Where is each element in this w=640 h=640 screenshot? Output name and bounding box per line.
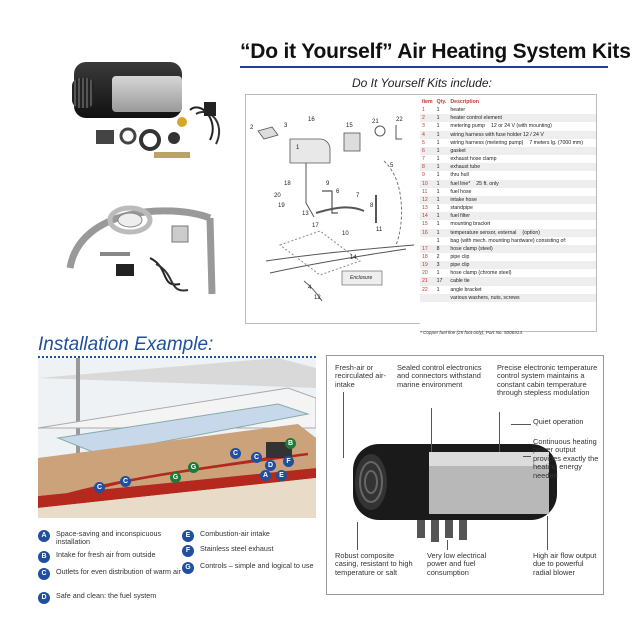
item-description <box>448 188 596 196</box>
description-header: Description <box>450 99 479 105</box>
item-number: 7 <box>422 156 425 163</box>
item-description <box>448 147 596 155</box>
table-row <box>420 269 596 277</box>
item-description <box>448 229 596 237</box>
item-number: 18 <box>422 253 428 260</box>
legend-key: B <box>38 551 50 563</box>
legend-text: Intake for fresh air from outside <box>56 550 156 559</box>
legend-key: E <box>182 530 194 542</box>
item-number: 9 <box>422 172 425 179</box>
diagram-label: 18 <box>284 181 291 187</box>
item-qty: 1 <box>436 270 440 277</box>
description-text: temperature sensor, external <box>450 229 517 236</box>
item-number: 10 <box>420 180 435 188</box>
parts-table <box>420 94 597 332</box>
table-row <box>420 180 596 188</box>
diagram-label: 7 <box>356 193 360 199</box>
description-text: thru hull <box>450 172 469 179</box>
marker-g: G <box>188 462 199 473</box>
marker-f: F <box>283 456 294 467</box>
table-row <box>420 277 596 285</box>
description-text: wiring harness with fuse holder 12 / 24 V <box>450 131 544 138</box>
note-fresh-air: Fresh-air or recirculated air-intake <box>335 363 386 389</box>
item-qty: 1 <box>435 229 449 237</box>
title-rule <box>240 66 608 68</box>
table-row <box>420 204 596 212</box>
item-description <box>448 180 596 188</box>
item-description <box>448 286 596 294</box>
item-qty <box>435 294 449 302</box>
description-extra: 25 ft. only <box>476 180 499 187</box>
description-text: wiring harness (metering pump) <box>450 139 524 146</box>
item-description <box>448 212 596 220</box>
item-description <box>448 277 596 285</box>
legend-key: G <box>182 562 194 574</box>
description-text: hose clamp (chrome steel) <box>450 270 512 277</box>
legend-item-f <box>182 545 322 559</box>
table-row <box>420 294 596 302</box>
item-description <box>448 253 596 261</box>
table-row <box>420 131 596 139</box>
item-qty: 1 <box>435 180 449 188</box>
item-description <box>448 106 596 114</box>
legend-text: Safe and clean: the fuel system <box>56 591 157 600</box>
diagram-label: 4 <box>308 285 312 291</box>
note-high-air: High air flow output due to powerful radial blower <box>533 551 597 577</box>
ducting-kit-photo <box>60 198 230 308</box>
table-row <box>420 245 596 253</box>
diagram-label: 16 <box>308 117 315 123</box>
item-qty: 1 <box>436 237 440 244</box>
diagram-label: 21 <box>372 119 379 125</box>
item-qty: 1 <box>436 205 440 212</box>
item-header: Item <box>422 99 433 105</box>
item-number: 22 <box>422 286 428 293</box>
item-qty: 1 <box>436 221 440 228</box>
item-qty: 1 <box>436 123 440 130</box>
description-text: standpipe <box>450 205 473 212</box>
description-extra: 7 meters lg. (7000 mm) <box>529 139 583 146</box>
leader-line <box>357 522 358 550</box>
diagram-label: 3 <box>284 123 288 129</box>
diagram-label: 13 <box>302 211 309 217</box>
kit-parts-image <box>70 100 230 170</box>
description-text: intake hose <box>450 196 477 203</box>
item-qty: 17 <box>435 277 449 285</box>
diagram-label: 12 <box>314 295 321 301</box>
diagram-label: 1 <box>296 145 300 151</box>
legend-key: C <box>38 568 50 580</box>
heater-features-panel <box>326 355 604 595</box>
description-extra: (option) <box>522 229 540 236</box>
item-number: 13 <box>422 205 428 212</box>
description-text: fuel line* <box>450 180 471 187</box>
item-qty: 1 <box>436 172 440 179</box>
item-description <box>448 163 596 171</box>
item-number: 12 <box>420 196 435 204</box>
note-precise: Precise electronic temperature control system maintains a constant cabin temperature through stepless modulation <box>497 363 598 398</box>
marker-c: C <box>251 452 262 463</box>
legend-text: Outlets for even distribution of warm air <box>56 567 182 576</box>
item-qty: 2 <box>436 253 440 260</box>
note-quiet: Quiet operation <box>533 417 584 426</box>
item-qty: 8 <box>435 245 449 253</box>
marker-d: D <box>265 460 276 471</box>
item-number: 4 <box>420 131 435 139</box>
item-qty: 1 <box>435 212 449 220</box>
legend-text: Space-saving and inconspicuous installation <box>56 529 162 546</box>
table-row <box>420 253 596 261</box>
item-number <box>420 294 435 302</box>
note-continuous: Continuous heating power output provides exactly the heating energy needed <box>533 437 599 480</box>
item-qty: 1 <box>435 114 449 122</box>
item-qty: 1 <box>436 139 440 146</box>
table-row <box>420 171 596 179</box>
item-qty: 1 <box>435 196 449 204</box>
legend-item-a <box>38 530 188 550</box>
item-qty: 1 <box>436 156 440 163</box>
legend-text: Stainless steel exhaust <box>200 544 274 553</box>
marker-c: C <box>120 476 131 487</box>
item-description <box>448 171 596 179</box>
item-qty: 3 <box>435 261 449 269</box>
installation-heading: Installation Example: <box>38 334 214 355</box>
diagram-label: 2 <box>250 125 254 131</box>
legend-item-g <box>182 562 322 582</box>
item-number: 1 <box>422 107 425 114</box>
item-description <box>448 204 596 212</box>
description-text: gasket <box>450 147 466 154</box>
diagram-label: 14 <box>350 255 357 261</box>
table-header-row <box>420 98 596 106</box>
item-number <box>420 237 435 245</box>
item-number: 19 <box>420 261 435 269</box>
diagram-label: 17 <box>312 223 319 229</box>
table-footnote: * Copper fuel line (25 foot only), Part No. 5006914. <box>420 330 524 335</box>
description-text: exhaust tube <box>450 164 481 171</box>
marker-b: B <box>285 438 296 449</box>
diagram-label: 8 <box>370 203 374 209</box>
note-robust: Robust composite casing, resistant to high temperature or salt <box>335 551 413 577</box>
diagram-label: 6 <box>336 189 340 195</box>
table-row <box>420 220 596 228</box>
item-number: 20 <box>422 270 428 277</box>
legend-item-d <box>38 592 188 606</box>
diagram-label: 9 <box>326 181 330 187</box>
item-number: 2 <box>420 114 435 122</box>
item-qty: 1 <box>435 163 449 171</box>
item-description <box>448 220 596 228</box>
note-low-power: Very low electrical power and fuel consumption <box>427 551 487 577</box>
item-number: 3 <box>422 123 425 130</box>
diagram-label: 19 <box>278 203 285 209</box>
description-text: exhaust hose clamp <box>450 156 497 163</box>
legend-text: Controls – simple and logical to use <box>200 561 314 570</box>
item-number: 11 <box>422 188 428 195</box>
table-row <box>420 212 596 220</box>
table-row <box>420 286 596 294</box>
description-text: pipe clip <box>450 262 470 269</box>
item-qty: 1 <box>436 107 440 114</box>
table-row <box>420 114 596 122</box>
qty-header: Qty. <box>436 99 447 105</box>
table-row <box>420 163 596 171</box>
enclosure-label: Enclosure <box>350 275 373 281</box>
item-qty: 1 <box>435 131 449 139</box>
description-text: various washers, nuts, screws <box>450 294 520 301</box>
description-text: hose clamp (steel) <box>450 245 493 252</box>
description-extra: 12 or 24 V (with mounting) <box>490 123 552 130</box>
marker-c: C <box>230 448 241 459</box>
leader-line <box>523 456 531 457</box>
item-number: 8 <box>420 163 435 171</box>
leader-line <box>431 408 432 452</box>
table-row <box>420 188 596 196</box>
exploded-parts-diagram <box>245 94 422 324</box>
table-row <box>420 196 596 204</box>
description-text: mounting bracket <box>450 221 491 228</box>
table-row <box>420 155 596 163</box>
legend-key: F <box>182 545 194 557</box>
leader-line <box>343 392 344 458</box>
description-text: cable tie <box>450 278 470 285</box>
item-description <box>448 237 596 245</box>
table-row <box>420 261 596 269</box>
item-description <box>448 155 596 163</box>
item-qty: 1 <box>435 147 449 155</box>
leader-line <box>547 516 548 550</box>
item-description <box>448 245 596 253</box>
legend-key: A <box>38 530 50 542</box>
item-number: 21 <box>420 277 435 285</box>
item-number: 5 <box>422 139 425 146</box>
item-number: 16 <box>420 229 435 237</box>
item-number: 14 <box>420 212 435 220</box>
leader-line <box>511 424 531 425</box>
diagram-label: 20 <box>274 193 281 199</box>
table-row <box>420 122 596 130</box>
item-description <box>448 131 596 139</box>
item-number: 6 <box>420 147 435 155</box>
description-text: bag (with mech. mounting hardware) consisting of: <box>450 237 567 244</box>
description-text: pipe clip <box>450 253 470 260</box>
description-text: heater <box>450 107 466 114</box>
marker-c: C <box>94 482 105 493</box>
item-description <box>448 114 596 122</box>
description-text: fuel filter <box>450 213 470 220</box>
marker-e: E <box>276 470 287 481</box>
table-row <box>420 237 596 245</box>
table-row <box>420 139 596 147</box>
description-text: metering pump <box>450 123 485 130</box>
item-number: 17 <box>420 245 435 253</box>
item-description <box>448 261 596 269</box>
description-text: angle bracket <box>450 286 482 293</box>
item-number: 15 <box>422 221 428 228</box>
marker-g: G <box>170 472 181 483</box>
page-title: “Do it Yourself” Air Heating System Kits <box>240 40 631 63</box>
item-qty: 1 <box>436 286 440 293</box>
note-sealed: Sealed control electronics and connectors withstand marine environment <box>397 363 482 389</box>
boat-cutaway-illustration <box>38 358 316 518</box>
legend-item-c <box>38 568 188 588</box>
item-description <box>448 269 596 277</box>
table-row <box>420 106 596 114</box>
legend-key: D <box>38 592 50 604</box>
item-description <box>448 139 596 147</box>
table-row <box>420 147 596 155</box>
description-text: fuel hose <box>450 188 472 195</box>
kits-subtitle: Do It Yourself Kits include: <box>352 76 492 90</box>
item-description <box>448 294 596 302</box>
item-description <box>448 196 596 204</box>
diagram-label: 11 <box>376 227 383 233</box>
legend-item-e <box>182 530 322 544</box>
diagram-label: 10 <box>342 231 349 237</box>
item-qty: 1 <box>436 188 440 195</box>
table-row <box>420 229 596 237</box>
leader-line <box>499 412 500 452</box>
diagram-label: 15 <box>346 123 353 129</box>
legend-item-b <box>38 551 188 565</box>
description-text: heater control element <box>450 115 502 122</box>
marker-a: A <box>260 470 271 481</box>
legend-text: Combustion-air intake <box>200 529 270 538</box>
diagram-label: 22 <box>396 117 403 123</box>
leader-line <box>447 540 448 550</box>
diagram-label: 5 <box>390 163 394 169</box>
item-description <box>448 122 596 130</box>
